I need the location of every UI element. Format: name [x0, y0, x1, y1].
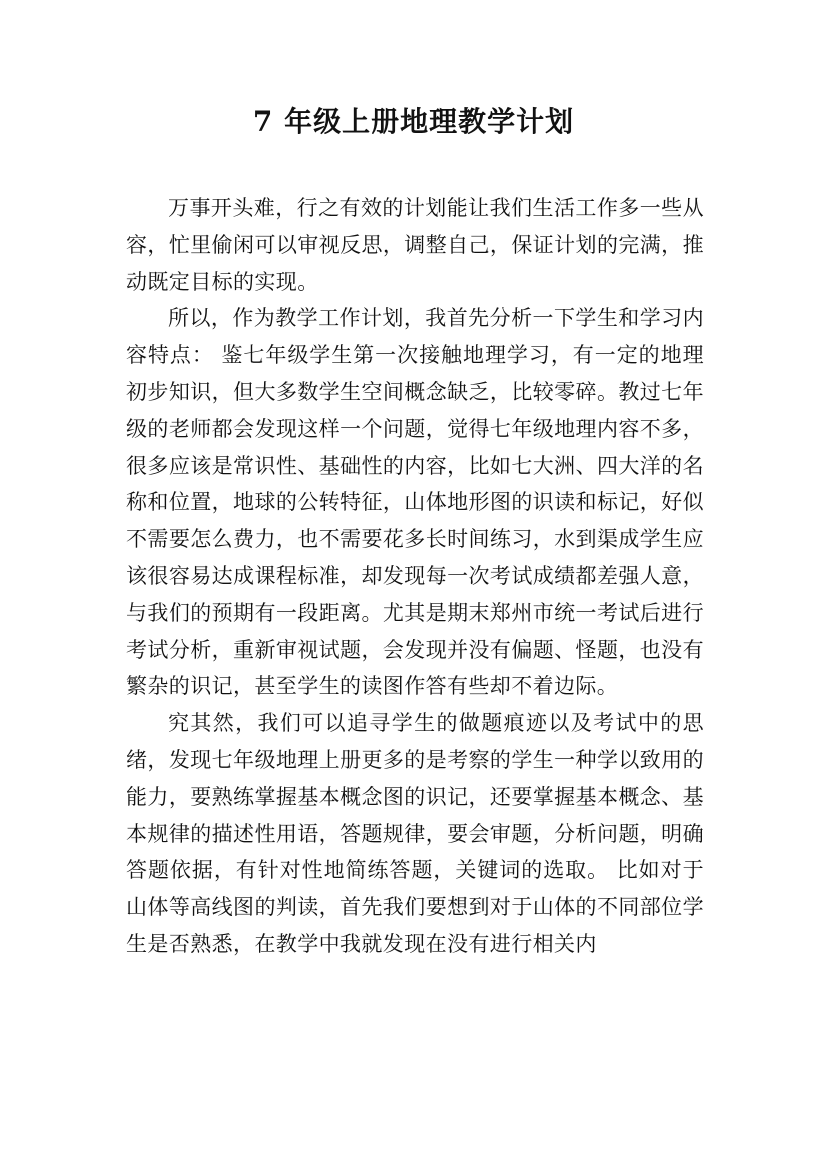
- paragraph-intro: 万事开头难，行之有效的计划能让我们生活工作多一些从容，忙里偷闲可以审视反思，调整自己，保证计划的完满，推动既定目标的实现。: [126, 196, 704, 294]
- document-body: [126, 190, 704, 963]
- paragraph-reasons: 究其然，我们可以追寻学生的做题痕迹以及考试中的思绪，发现七年级地理上册更多的是考察的学生一种学以致用的能力，要熟练掌握基本概念图的识记，还要掌握基本概念、基本规律的描述性用语，答题规律，要会审题，分析问题，明确答题依据，有针对性地简练答题，关键词的选取。 比如对于山体等高线图的判读，首先我们要想到对于山体的不同部位学生是否熟悉，在教学中我就发现在没有进行相关内: [126, 711, 704, 956]
- document-title: 7 年级上册地理教学计划: [252, 105, 575, 138]
- paragraph-student-analysis: 所以，作为教学工作计划，我首先分析一下学生和学习内容特点： 鉴七年级学生第一次接触地理学习，有一定的地理初步知识，但大多数学生空间概念缺乏，比较零碎。教过七年级的老师都会发现这样一个问题，觉得七年级地理内容不多，很多应该是常识性、基础性的内容，比如七大洲、四大洋的名称和位置，地球的公转特征，山体地形图的识读和标记，好似不需要怎么费力，也不需要花多长时间练习，水到渠成学生应该很容易达成课程标准，却发现每一次考试成绩都差强人意，与我们的预期有一段距离。尤其是期末郑州市统一考试后进行考试分析，重新审视试题，会发现并没有偏题、怪题，也没有繁杂的识记，甚至学生的读图作答有些却不着边际。: [126, 306, 704, 699]
